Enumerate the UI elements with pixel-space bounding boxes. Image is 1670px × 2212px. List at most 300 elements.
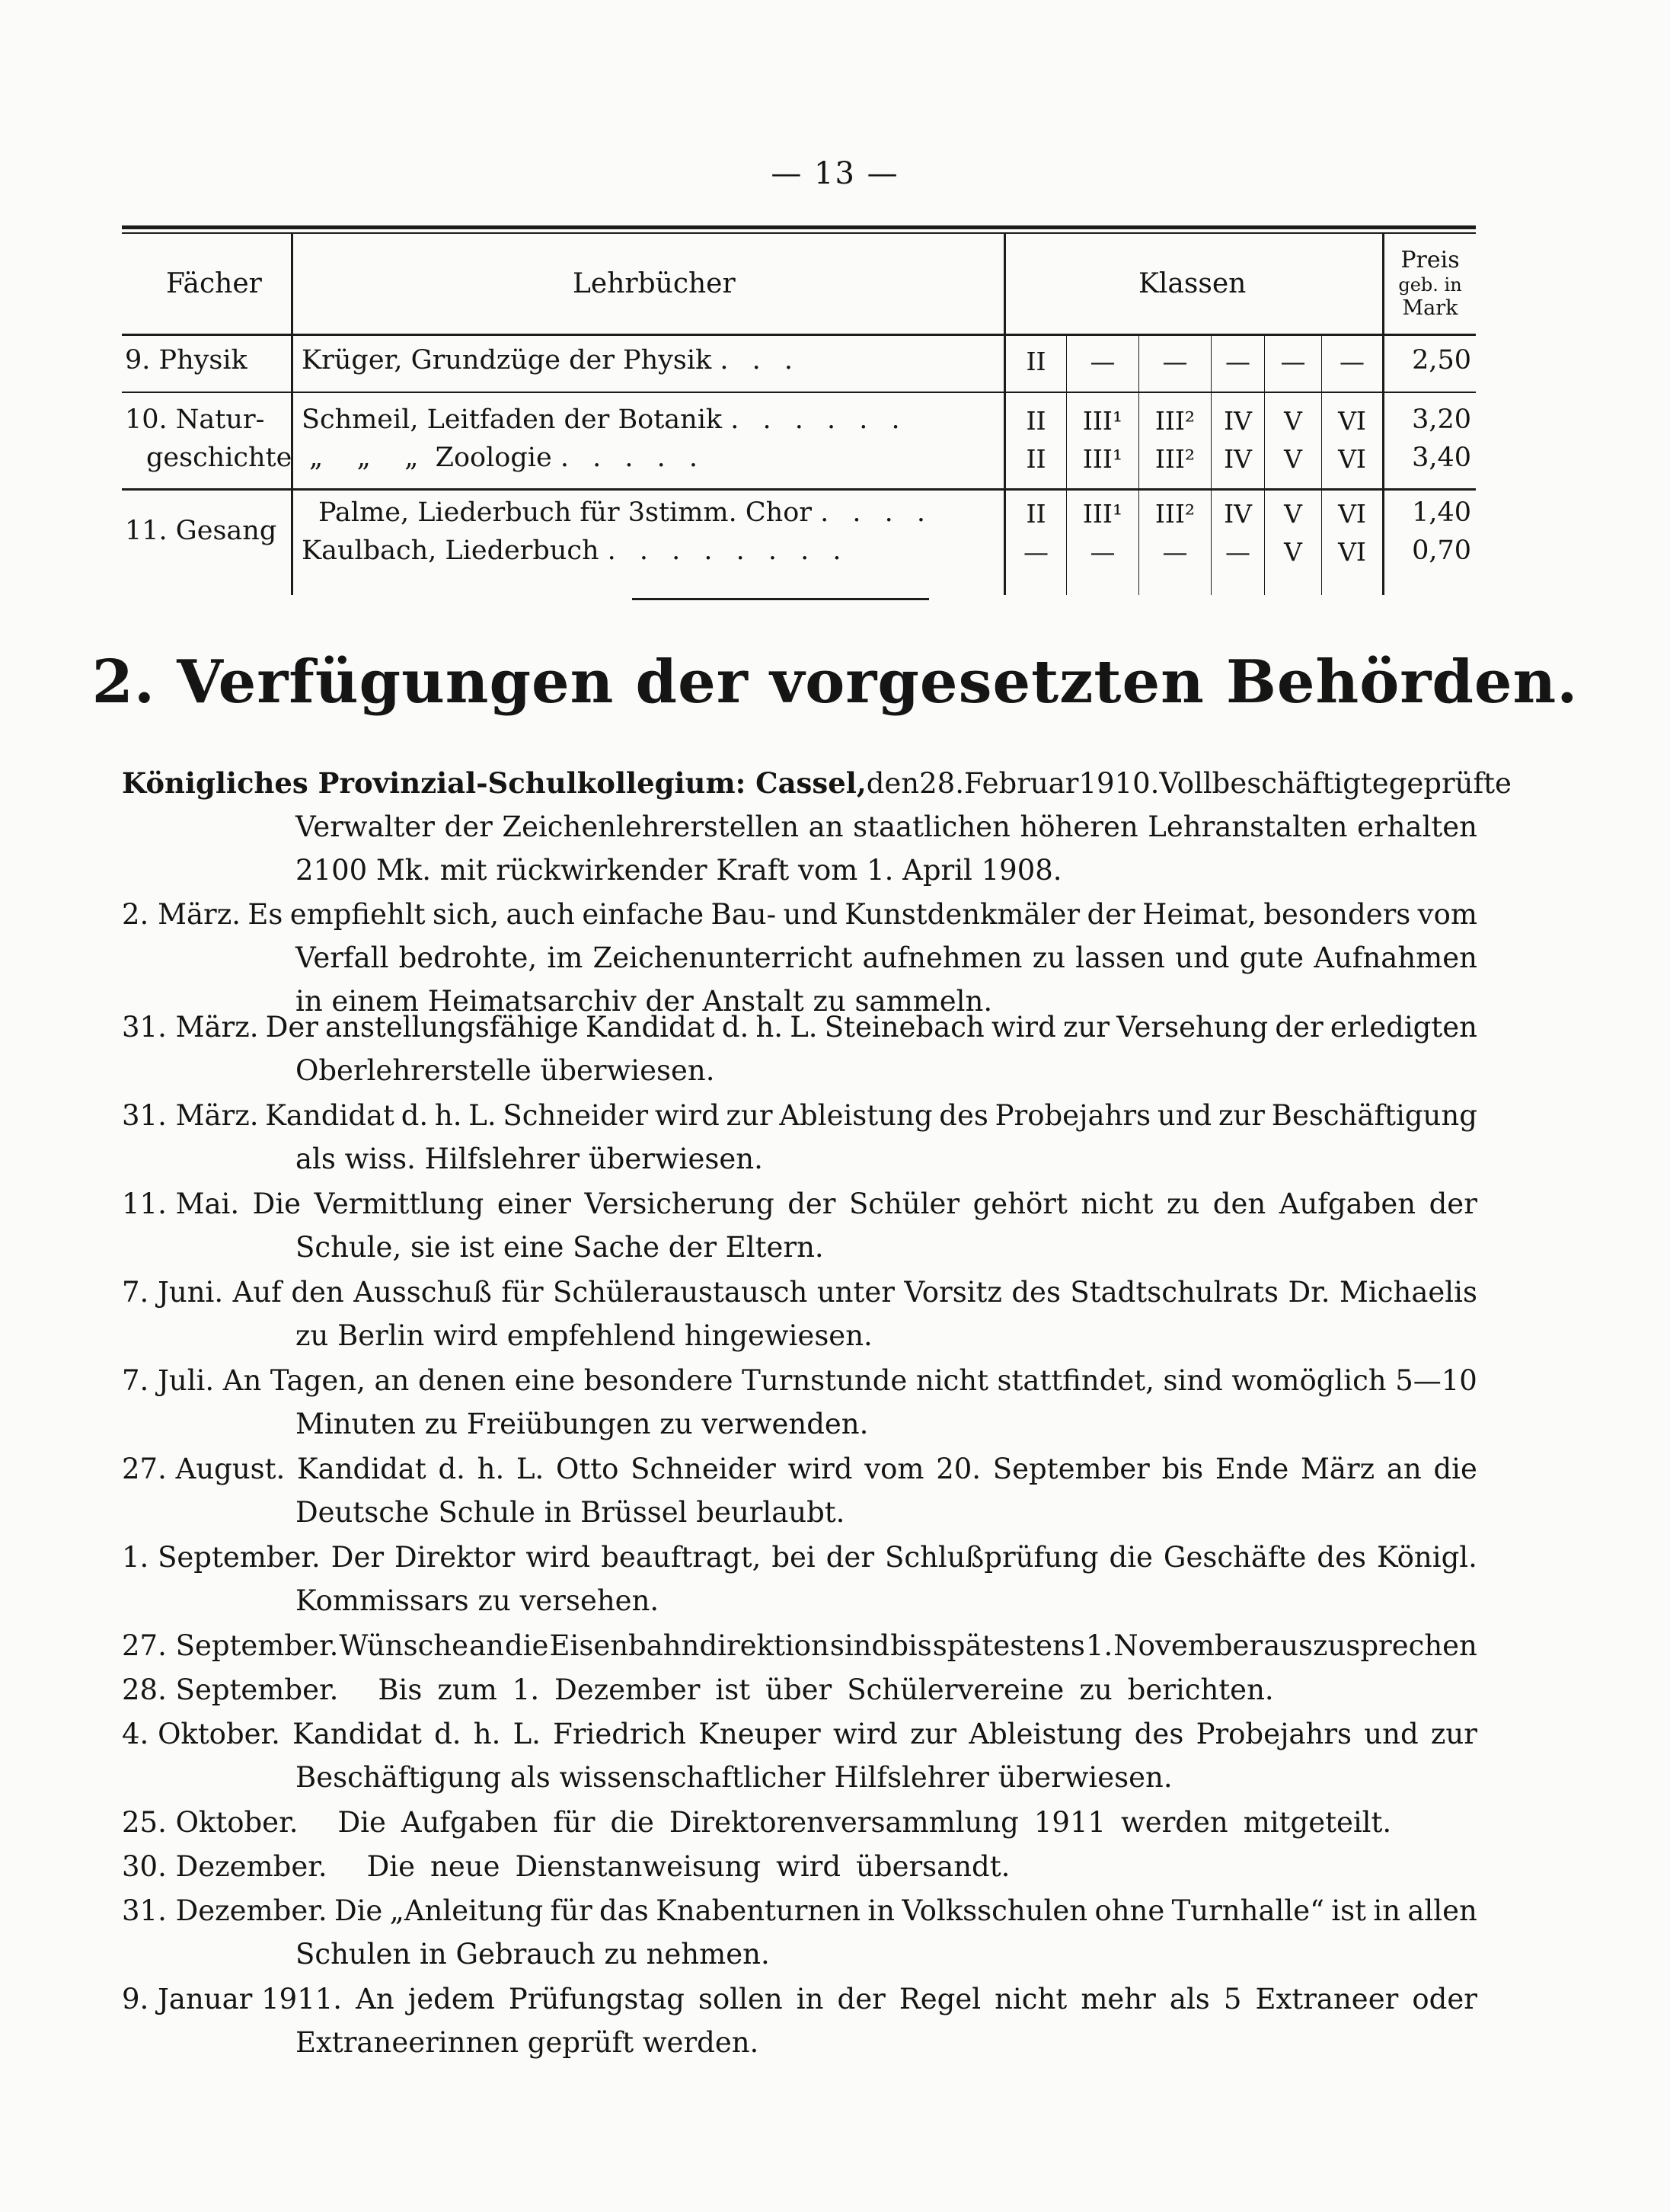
decree-word: Dr. [1288, 1276, 1330, 1309]
decree-word: bei [771, 1541, 816, 1574]
decree-word: 1. [512, 1673, 540, 1706]
decree-word: 1911 [1033, 1806, 1106, 1839]
page-number: — 13 — [771, 156, 899, 191]
class-cell: VI [1338, 499, 1366, 529]
decree-first-line [122, 1889, 1477, 1932]
decree-date: 31. Dezember. [122, 1894, 327, 1927]
decree-word: Heimat, [1142, 898, 1256, 931]
decree-word: oder [1412, 1983, 1477, 2015]
price-cell: 3,20 [1412, 404, 1471, 435]
decree-word: November [1113, 1629, 1263, 1662]
decree-text: Verfall bedrohte, im Zeichenunterricht aufnehmen zu lassen und gute Aufnahmen in einem Heimatsarchiv der Anstalt zu sammeln. [295, 941, 1477, 1018]
decree-word: Schneider [503, 1099, 649, 1132]
class-cell: IV [1224, 499, 1252, 529]
row-book-title [302, 535, 849, 566]
class-cell: V [1284, 499, 1302, 529]
decree-word: und [1157, 1099, 1212, 1132]
class-cell: V [1284, 444, 1302, 474]
decree-word: allen [1407, 1894, 1477, 1927]
decree-date: 7. Juni. [122, 1276, 224, 1309]
decree-date: 11. Mai. [122, 1188, 240, 1220]
decree-entry [122, 1712, 1477, 1799]
decree-word: zum [437, 1673, 497, 1706]
decree-word: zur [1430, 1718, 1477, 1750]
decree-word: Beschäftigung [1271, 1099, 1477, 1132]
decree-word: auch [506, 898, 575, 931]
decree-word: vom [1417, 898, 1477, 931]
header-price-line2: geb. in [1398, 274, 1462, 296]
decree-word: die [1109, 1541, 1153, 1574]
decree-date: 31. März. [122, 1099, 259, 1132]
header-subjects: Fächer [166, 268, 262, 299]
decree-first-line [122, 1005, 1477, 1049]
book-title: Kaulbach, Liederbuch [302, 535, 599, 566]
decree-word: Aufgaben [1279, 1188, 1416, 1220]
decree-word: der [1429, 1188, 1477, 1220]
decree-word: Schlußprüfung [885, 1541, 1099, 1574]
decree-word: wird [787, 1453, 853, 1485]
decree-word: die [610, 1806, 654, 1839]
decree-date: 27. August. [122, 1453, 286, 1485]
decree-word: auszusprechen [1263, 1629, 1477, 1662]
row-book-title [309, 445, 705, 471]
decree-word: zu [1166, 1188, 1200, 1220]
decree-word: über [765, 1673, 832, 1706]
decree-word: Versehung [1116, 1011, 1269, 1044]
decree-word: gehört [972, 1188, 1068, 1220]
decree-word: Bau- [710, 898, 777, 931]
decree-word: wird [654, 1099, 720, 1132]
decree-word: L. [512, 1718, 541, 1750]
decree-word: Vollbeschäftigte [1159, 767, 1389, 800]
decree-entry [122, 1359, 1477, 1446]
decree-word: der [1275, 1011, 1324, 1044]
decree-word: Steinebach [824, 1011, 985, 1044]
decree-word: zur [726, 1099, 773, 1132]
decree-word: an [374, 1364, 410, 1397]
decree-entry [122, 1668, 1477, 1712]
class-cell: III¹ [1082, 406, 1123, 436]
decree-word: der [1087, 898, 1135, 931]
decree-word: Geschäfte [1163, 1541, 1307, 1574]
decree-first-line [122, 1447, 1477, 1491]
decree-word: Kunstdenkmäler [845, 898, 1081, 931]
decree-first-line [122, 1977, 1477, 2021]
decree-word: L. [516, 1453, 544, 1485]
class-cell: — [1225, 347, 1250, 376]
decree-word: zur [1063, 1011, 1110, 1044]
decree-word: der [787, 1188, 836, 1220]
decree-entry [122, 1977, 1477, 2064]
decree-word: ohne [1094, 1894, 1165, 1927]
decree-word: vom [864, 1453, 924, 1485]
class-cell: — [1023, 537, 1049, 567]
class-cell: VI [1338, 537, 1366, 567]
table-top-rule [122, 225, 1476, 229]
decree-word: Kandidat [297, 1453, 426, 1485]
decree-entry [122, 1447, 1477, 1534]
decree-word: eine [514, 1364, 576, 1397]
header-price [1388, 247, 1472, 321]
decree-word: Extraneer [1255, 1983, 1399, 2015]
decree-word: Auf [232, 1276, 282, 1309]
decree-word: Dienstanweisung [515, 1850, 762, 1883]
decree-text: Schule, sie ist eine Sache der Eltern. [295, 1231, 824, 1264]
decree-word: werden [1121, 1806, 1228, 1839]
class-cell: III¹ [1082, 499, 1123, 529]
decree-text: Oberlehrerstelle überwiesen. [295, 1054, 715, 1087]
decree-word: 5—10 [1395, 1364, 1477, 1397]
decree-word: Der [330, 1541, 385, 1574]
decree-word: unter [816, 1276, 895, 1309]
decree-word: sich, [432, 898, 500, 931]
decree-word: Februar [963, 767, 1079, 800]
decree-entry [122, 1889, 1477, 1976]
decree-word: an [469, 1629, 504, 1662]
decree-word: Stadtschulrats [1070, 1276, 1279, 1309]
decree-first-line [122, 1094, 1477, 1137]
decree-word: einfache [582, 898, 704, 931]
decree-word: 28. [919, 767, 964, 800]
decree-word: des [1011, 1276, 1061, 1309]
decree-word: Versicherung [584, 1188, 774, 1220]
decree-word: nicht [1081, 1188, 1154, 1220]
book-title: Krüger, Grundzüge der Physik [302, 345, 712, 376]
decree-first-line [122, 1271, 1477, 1314]
decree-first-line [122, 1668, 1477, 1712]
decree-word: Kneuper [698, 1718, 821, 1750]
decree-word: das [599, 1894, 649, 1927]
decree-word: Prüfungstag [508, 1983, 685, 2015]
decree-word: neue [430, 1850, 500, 1883]
class-cell: II [1026, 444, 1046, 474]
decree-first-line [122, 893, 1477, 936]
decree-word: wird [776, 1850, 841, 1883]
decree-word: bis [1161, 1453, 1204, 1485]
decree-word: Tagen, [270, 1364, 366, 1397]
decree-word: ist [715, 1673, 751, 1706]
decree-date: 28. September. [122, 1673, 339, 1706]
decree-word: mehr [1081, 1983, 1156, 2015]
book-title: „ „ „ Zoologie [309, 443, 552, 473]
row-book-title [302, 347, 800, 374]
decree-word: Die [337, 1806, 386, 1839]
decree-first-line [122, 1359, 1477, 1402]
row-subject: 9. Physik [125, 345, 247, 376]
decree-word: die [1433, 1453, 1477, 1485]
section-heading: 2. Verfügungen der vorgesetzten Behörden. [91, 647, 1579, 717]
decree-word: Ausschuß [353, 1276, 492, 1309]
decree-word: Direktor [394, 1541, 516, 1574]
decree-entry [122, 1624, 1477, 1667]
decree-first-line [122, 1845, 1477, 1888]
decree-word: L. [468, 1099, 497, 1132]
decree-word: Bis [378, 1673, 423, 1706]
decree-word: März [1301, 1453, 1375, 1485]
decree-word: für [501, 1276, 544, 1309]
decree-word: wird [832, 1718, 898, 1750]
decree-word: „Anleitung [389, 1894, 544, 1927]
price-cell: 0,70 [1412, 535, 1471, 566]
decree-entry [122, 1845, 1477, 1888]
decree-date: 9. Januar 1911. [122, 1983, 343, 2015]
decree-word: spätestens [932, 1629, 1085, 1662]
decree-word: Die [334, 1894, 383, 1927]
decree-entry [122, 1182, 1477, 1269]
decree-text: Extraneerinnen geprüft werden. [295, 2026, 759, 2059]
decree-text: zu Berlin wird empfehlend hingewiesen. [295, 1319, 873, 1352]
decree-word: d. [438, 1453, 465, 1485]
table-header-rule [122, 334, 1476, 336]
decree-word: in [1373, 1894, 1401, 1927]
decree-word: des [1317, 1541, 1366, 1574]
decree-word: d. [401, 1099, 429, 1132]
decree-word: womöglich [1231, 1364, 1387, 1397]
decree-word: Volksschulen [902, 1894, 1088, 1927]
decree-word: stattfindet, [997, 1364, 1154, 1397]
leader-dots: . . . . . . . . [607, 535, 849, 566]
class-cell: II [1026, 406, 1046, 436]
row-subject: 10. Natur- [125, 404, 265, 435]
decree-word: Schneider [631, 1453, 776, 1485]
class-cell: — [1090, 347, 1116, 376]
decree-word: ist [1331, 1894, 1367, 1927]
decree-first-line [122, 1801, 1477, 1844]
decree-word: wird [991, 1011, 1056, 1044]
class-cell: VI [1338, 444, 1366, 474]
decree-word: d. [721, 1011, 749, 1044]
decree-word: Es [247, 898, 283, 931]
decree-date: 30. Dezember. [122, 1850, 327, 1883]
decree-date: 7. Juli. [122, 1364, 215, 1397]
decree-word: An [222, 1364, 262, 1397]
decree-first-line [122, 1624, 1477, 1667]
decree-word: wird [525, 1541, 591, 1574]
decree-entry [122, 893, 1477, 1023]
decree-word: denen [417, 1364, 506, 1397]
decree-word: Die [366, 1850, 416, 1883]
decree-text: Schulen in Gebrauch zu nehmen. [295, 1938, 770, 1971]
decree-word: Ableistung [779, 1099, 933, 1132]
decree-word: und [783, 898, 838, 931]
decree-word: als [1169, 1983, 1210, 2015]
decree-word: sollen [698, 1983, 783, 2015]
decree-word: nicht [995, 1983, 1068, 2015]
leader-dots: . . . [720, 345, 801, 376]
decree-word: und [1364, 1718, 1419, 1750]
decree-word: jedem [407, 1983, 495, 2015]
decree-word: den [291, 1276, 344, 1309]
decree-word: sind [829, 1629, 890, 1662]
class-cell: V [1284, 537, 1302, 567]
decree-word: 1. [1085, 1629, 1113, 1662]
row-book-title [318, 497, 934, 528]
decree-entry [122, 1801, 1477, 1844]
decree-entry [122, 1536, 1477, 1622]
decree-date: 31. März. [122, 1011, 259, 1044]
class-cell: III¹ [1082, 444, 1123, 474]
decree-word: der [837, 1983, 886, 2015]
class-cell: II [1026, 499, 1046, 529]
table-row-rule [122, 488, 1476, 491]
decree-word: übersandt. [856, 1850, 1011, 1883]
decree-word: Friedrich [553, 1718, 687, 1750]
decree-date: 25. Oktober. [122, 1806, 299, 1839]
table-top-rule-thin [122, 232, 1476, 234]
decree-word: berichten. [1127, 1673, 1274, 1706]
decree-word: L. [790, 1011, 818, 1044]
row-subject: 11. Gesang [125, 516, 277, 546]
class-cell: — [1225, 537, 1250, 567]
decree-first-line [122, 1182, 1477, 1226]
decree-word: an [1386, 1453, 1422, 1485]
leader-dots: . . . . . [560, 443, 705, 473]
decree-word: h. [473, 1718, 501, 1750]
decree-word: Probejahrs [1196, 1718, 1352, 1750]
decree-word: Turnhalle“ [1171, 1894, 1325, 1927]
decree-word: Kandidat [265, 1099, 394, 1132]
decree-word: Kandidat [585, 1011, 715, 1044]
decree-word: Kandidat [292, 1718, 422, 1750]
decree-word: Der [265, 1011, 318, 1044]
decree-word: den [1212, 1188, 1266, 1220]
decree-word: Otto [556, 1453, 619, 1485]
table-col-rule [1382, 234, 1384, 595]
decree-first-line [122, 1536, 1477, 1579]
decree-date: Königliches Provinzial-Schulkollegium: Cassel, [122, 766, 867, 800]
decree-word: h. [755, 1011, 784, 1044]
price-cell: 3,40 [1412, 443, 1471, 473]
class-cell: VI [1338, 406, 1366, 436]
price-cell: 2,50 [1412, 345, 1471, 376]
decree-word: zu [1079, 1673, 1113, 1706]
decree-word: bis [890, 1629, 932, 1662]
decree-word: erledigten [1330, 1011, 1477, 1044]
class-cell: — [1090, 537, 1116, 567]
decree-word: in [796, 1983, 824, 2015]
class-cell: IV [1224, 406, 1252, 436]
decree-word: Ableistung [969, 1718, 1122, 1750]
decree-word: Schülervereine [847, 1673, 1065, 1706]
header-classes: Klassen [1138, 268, 1247, 299]
decree-word: zur [910, 1718, 957, 1750]
decree-word: für [553, 1806, 596, 1839]
decree-word: 5 [1223, 1983, 1242, 2015]
class-cell: V [1284, 406, 1302, 436]
decree-word: Michaelis [1340, 1276, 1477, 1309]
decree-word: beauftragt, [601, 1541, 762, 1574]
price-cell: 1,40 [1412, 497, 1471, 528]
decree-word: besonders [1263, 898, 1411, 931]
textbook-table [122, 225, 1476, 600]
class-cell: — [1280, 347, 1306, 376]
leader-dots: . . . . [820, 497, 934, 528]
decree-word: Vorsitz [904, 1276, 1002, 1309]
decree-word: 1910. [1078, 767, 1160, 800]
decree-word: des [939, 1099, 988, 1132]
decree-word: Schüleraustausch [553, 1276, 808, 1309]
decree-word: die [505, 1629, 549, 1662]
decree-date: 1. September. [122, 1541, 321, 1574]
class-cell: II [1026, 347, 1046, 376]
decree-entry [122, 1271, 1477, 1357]
class-cell: — [1340, 347, 1365, 376]
decree-word: Eisenbahndirektion [549, 1629, 829, 1662]
decree-word: des [1134, 1718, 1184, 1750]
decree-word: h. [477, 1453, 505, 1485]
decree-text: Verwalter der Zeichenlehrerstellen an staatlichen höheren Lehranstalten erhalten 2100 Mk. mit rückwirkender Kraft vom 1. April 1908. [295, 810, 1477, 887]
decree-word: An [356, 1983, 394, 2015]
decree-word: sind [1163, 1364, 1223, 1397]
class-cell: III² [1154, 406, 1196, 436]
decree-word: Direktorenversammlung [669, 1806, 1019, 1839]
decree-word: für [550, 1894, 592, 1927]
decree-word: Vermittlung [314, 1188, 484, 1220]
decree-word: in [867, 1894, 895, 1927]
class-cell: — [1162, 347, 1188, 376]
decree-word: mitgeteilt. [1243, 1806, 1392, 1839]
decree-word: Ende [1215, 1453, 1289, 1485]
row-book-title [302, 404, 908, 435]
row-subject-line2: geschichte [146, 443, 292, 473]
decree-word: Probejahrs [995, 1099, 1151, 1132]
decree-word: nicht [915, 1364, 988, 1397]
header-price-line3: Mark [1402, 296, 1458, 320]
decree-text: als wiss. Hilfslehrer überwiesen. [295, 1143, 763, 1175]
decree-word: September [992, 1453, 1150, 1485]
class-cell: IV [1224, 444, 1252, 474]
decree-text: Beschäftigung als wissenschaftlicher Hilfslehrer überwiesen. [295, 1761, 1173, 1794]
decree-word: geprüfte [1388, 767, 1512, 800]
decree-date: 4. Oktober. [122, 1718, 280, 1750]
decree-word: Knabenturnen [656, 1894, 861, 1927]
decree-first-line [122, 1712, 1477, 1756]
decree-word: Regel [899, 1983, 982, 2015]
decree-word: Königl. [1376, 1541, 1477, 1574]
decree-word: Schüler [848, 1188, 960, 1220]
decree-word: h. [434, 1099, 462, 1132]
decree-word: besondere [583, 1364, 733, 1397]
leader-dots: . . . . . . [730, 404, 908, 435]
header-textbooks: Lehrbücher [573, 268, 736, 299]
decree-word: Aufgaben [401, 1806, 538, 1839]
decree-word: 20. [936, 1453, 982, 1485]
decree-text: Deutsche Schule in Brüssel beurlaubt. [295, 1496, 845, 1529]
decree-word: empfiehlt [289, 898, 426, 931]
decree-text: Minuten zu Freiübungen zu verwenden. [295, 1408, 869, 1440]
decree-word: den [866, 767, 920, 800]
decree-word: einer [497, 1188, 571, 1220]
book-title: Schmeil, Leitfaden der Botanik [302, 404, 723, 435]
book-title: Palme, Liederbuch für 3stimm. Chor [318, 497, 812, 528]
decree-word: Die [252, 1188, 302, 1220]
table-col-rule [291, 234, 293, 595]
decree-entry [122, 1094, 1477, 1181]
decree-word: d. [434, 1718, 461, 1750]
table-row-rule [122, 392, 1476, 393]
decree-word: der [825, 1541, 875, 1574]
decree-entry [122, 762, 1512, 892]
decree-word: anstellungsfähige [325, 1011, 579, 1044]
decree-date: 2. März. [122, 898, 241, 931]
decree-first-line [122, 762, 1512, 805]
class-cell: — [1162, 537, 1188, 567]
decree-word: zur [1218, 1099, 1265, 1132]
decree-word: Dezember [554, 1673, 701, 1706]
class-cell: III² [1154, 444, 1196, 474]
table-end-rule [632, 598, 929, 600]
decree-word: Wünsche [339, 1629, 469, 1662]
